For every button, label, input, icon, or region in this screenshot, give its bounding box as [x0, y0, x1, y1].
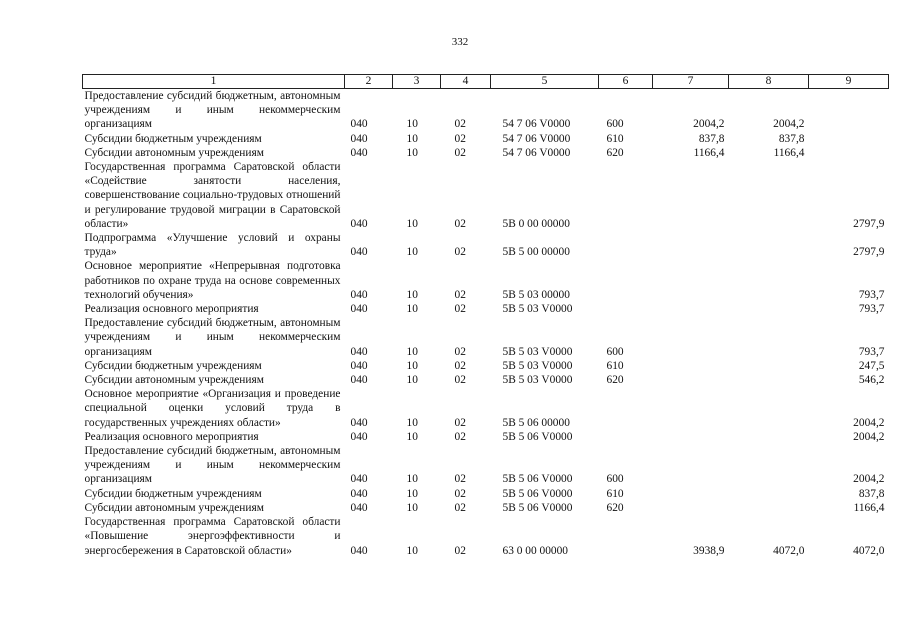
row-amount-col7 [653, 302, 729, 316]
row-target-article: 5В 5 00 00000 [502, 246, 570, 259]
row-target-article: 63 0 00 00000 [502, 544, 568, 557]
header-cell: 8 [729, 75, 809, 89]
row-amount-col7 [653, 430, 729, 444]
table-row [83, 302, 889, 316]
header-cell: 6 [599, 75, 653, 89]
row-expense-type [599, 160, 653, 231]
row-amount-col9: 793,7 [858, 345, 885, 358]
row-ministry-code: 040 [350, 544, 368, 557]
row-amount-col7: 837,8 [698, 132, 725, 145]
row-section-code: 10 [406, 544, 418, 557]
row-ministry-code: 040 [350, 132, 368, 145]
row-expense-type [599, 430, 653, 444]
row-target-article: 5В 5 06 V0000 [502, 430, 573, 443]
row-section-code: 10 [406, 416, 418, 429]
row-amount-col9 [809, 132, 889, 146]
row-amount-col9: 2004,2 [853, 416, 885, 429]
header-cell: 3 [393, 75, 441, 89]
row-subsection-code: 02 [454, 416, 466, 429]
row-subsection-code: 02 [454, 473, 466, 486]
row-name-cell: Субсидии автономным учреждениям [84, 146, 264, 159]
row-amount-col8 [729, 387, 809, 430]
row-name-cell: Основное мероприятие «Организация и проведение специальной оценки условий труда в государственных учреждениях области» [84, 388, 341, 429]
row-section-code: 10 [406, 501, 418, 514]
table-row [83, 160, 889, 231]
row-amount-col8 [729, 430, 809, 444]
row-subsection-code: 02 [454, 146, 466, 159]
row-target-article: 54 7 06 V0000 [502, 118, 571, 131]
row-amount-col9: 2004,2 [853, 430, 885, 443]
row-ministry-code: 040 [350, 217, 368, 230]
row-amount-col8 [729, 373, 809, 387]
row-expense-type: 600 [606, 473, 624, 486]
row-section-code: 10 [406, 430, 418, 443]
row-target-article: 5В 5 03 00000 [502, 288, 570, 301]
row-amount-col8: 837,8 [778, 132, 805, 145]
header-cell: 4 [441, 75, 491, 89]
row-amount-col7: 3938,9 [693, 544, 725, 557]
row-target-article: 5В 5 03 V0000 [502, 345, 573, 358]
row-section-code: 10 [406, 359, 418, 372]
row-subsection-code: 02 [454, 132, 466, 145]
table-row [83, 359, 889, 373]
row-amount-col9: 2797,9 [853, 217, 885, 230]
header-cell: 2 [345, 75, 393, 89]
row-name-cell: Предоставление субсидий бюджетным, автономным учреждениям и иным некоммерческим организациям [84, 90, 341, 131]
row-amount-col8 [729, 359, 809, 373]
table-row [83, 316, 889, 359]
table-row [83, 430, 889, 444]
row-amount-col8 [729, 302, 809, 316]
row-name-cell: Субсидии автономным учреждениям [84, 501, 264, 514]
row-amount-col7 [653, 231, 729, 259]
row-subsection-code: 02 [454, 359, 466, 372]
row-section-code: 10 [406, 118, 418, 131]
row-amount-col8 [729, 487, 809, 501]
row-expense-type: 610 [606, 359, 624, 372]
row-ministry-code: 040 [350, 487, 368, 500]
row-ministry-code: 040 [350, 246, 368, 259]
table-header-row [83, 75, 889, 89]
row-amount-col7 [653, 359, 729, 373]
row-ministry-code: 040 [350, 473, 368, 486]
header-cell: 9 [809, 75, 889, 89]
row-amount-col8: 1166,4 [773, 146, 805, 159]
row-target-article: 5В 5 06 V0000 [502, 487, 573, 500]
row-amount-col8: 4072,0 [773, 544, 805, 557]
row-name-cell: Подпрограмма «Улучшение условий и охраны труда» [84, 232, 341, 259]
row-amount-col9: 2797,9 [853, 246, 885, 259]
row-subsection-code: 02 [454, 544, 466, 557]
row-target-article: 5В 5 06 V0000 [502, 501, 573, 514]
row-section-code: 10 [406, 374, 418, 387]
row-expense-type [599, 259, 653, 302]
row-amount-col9: 837,8 [858, 487, 885, 500]
row-name-cell: Государственная программа Саратовской области «Содействие занятости населения, совершенствование социально-трудовых отношений и регулирование трудовой миграции в Саратовской области» [84, 161, 341, 230]
row-target-article: 5В 5 03 V0000 [502, 374, 573, 387]
row-amount-col9: 2004,2 [853, 473, 885, 486]
row-name-cell: Субсидии автономным учреждениям [84, 374, 264, 387]
row-expense-type: 620 [606, 146, 624, 159]
row-ministry-code: 040 [350, 303, 368, 316]
row-subsection-code: 02 [454, 288, 466, 301]
row-ministry-code: 040 [350, 146, 368, 159]
row-ministry-code: 040 [350, 430, 368, 443]
row-expense-type: 610 [606, 132, 624, 145]
row-subsection-code: 02 [454, 303, 466, 316]
row-amount-col7 [653, 444, 729, 487]
header-cell: 5 [491, 75, 599, 89]
row-target-article: 54 7 06 V0000 [502, 146, 571, 159]
row-section-code: 10 [406, 345, 418, 358]
row-amount-col9: 793,7 [858, 288, 885, 301]
row-subsection-code: 02 [454, 345, 466, 358]
row-amount-col9 [809, 146, 889, 160]
row-amount-col7 [653, 487, 729, 501]
row-target-article: 5В 5 03 V0000 [502, 303, 573, 316]
row-name-cell: Реализация основного мероприятия [84, 430, 259, 443]
row-subsection-code: 02 [454, 118, 466, 131]
row-name-cell: Предоставление субсидий бюджетным, автономным учреждениям и иным некоммерческим организациям [84, 445, 341, 486]
row-amount-col8 [729, 444, 809, 487]
row-ministry-code: 040 [350, 288, 368, 301]
row-expense-type [599, 231, 653, 259]
row-expense-type: 620 [606, 501, 624, 514]
row-amount-col8 [729, 160, 809, 231]
row-subsection-code: 02 [454, 246, 466, 259]
row-name-cell: Государственная программа Саратовской области «Повышение энергоэффективности и энергосбережения в Саратовской области» [84, 516, 341, 557]
row-subsection-code: 02 [454, 430, 466, 443]
row-amount-col8 [729, 316, 809, 359]
table-row [83, 146, 889, 160]
row-name-cell: Субсидии бюджетным учреждениям [84, 359, 262, 372]
header-cell: 1 [83, 75, 345, 89]
row-section-code: 10 [406, 303, 418, 316]
row-amount-col9: 793,7 [858, 303, 885, 316]
row-expense-type [599, 302, 653, 316]
row-expense-type: 600 [606, 345, 624, 358]
row-section-code: 10 [406, 246, 418, 259]
row-amount-col7 [653, 316, 729, 359]
row-name-cell: Предоставление субсидий бюджетным, автономным учреждениям и иным некоммерческим организациям [84, 317, 341, 358]
row-target-article: 5В 5 06 V0000 [502, 473, 573, 486]
row-target-article: 5В 0 00 00000 [502, 217, 570, 230]
row-name-cell: Субсидии бюджетным учреждениям [84, 132, 262, 145]
row-amount-col7 [653, 160, 729, 231]
row-subsection-code: 02 [454, 487, 466, 500]
row-subsection-code: 02 [454, 217, 466, 230]
row-expense-type [599, 387, 653, 430]
row-amount-col8 [729, 231, 809, 259]
row-amount-col8 [729, 259, 809, 302]
row-section-code: 10 [406, 487, 418, 500]
row-expense-type [599, 515, 653, 558]
row-subsection-code: 02 [454, 374, 466, 387]
table-row [83, 231, 889, 259]
table-body [83, 89, 889, 558]
row-section-code: 10 [406, 217, 418, 230]
row-amount-col9 [809, 89, 889, 132]
header-cell: 7 [653, 75, 729, 89]
row-ministry-code: 040 [350, 501, 368, 514]
row-subsection-code: 02 [454, 501, 466, 514]
row-section-code: 10 [406, 288, 418, 301]
row-name-cell: Реализация основного мероприятия [84, 303, 259, 316]
row-ministry-code: 040 [350, 118, 368, 131]
row-amount-col7: 2004,2 [693, 118, 725, 131]
row-section-code: 10 [406, 146, 418, 159]
row-amount-col8 [729, 501, 809, 515]
row-ministry-code: 040 [350, 416, 368, 429]
budget-table [82, 74, 889, 558]
table-row [83, 444, 889, 487]
table-row [83, 132, 889, 146]
row-amount-col7 [653, 501, 729, 515]
budget-table-container [82, 74, 889, 558]
row-target-article: 5В 5 03 V0000 [502, 359, 573, 372]
table-row [83, 515, 889, 558]
row-amount-col9: 1166,4 [853, 501, 885, 514]
row-target-article: 5В 5 06 00000 [502, 416, 570, 429]
row-amount-col9: 247,5 [858, 359, 885, 372]
table-row [83, 487, 889, 501]
row-ministry-code: 040 [350, 374, 368, 387]
table-row [83, 501, 889, 515]
table-row [83, 387, 889, 430]
row-amount-col7 [653, 259, 729, 302]
row-name-cell: Субсидии бюджетным учреждениям [84, 487, 262, 500]
row-ministry-code: 040 [350, 359, 368, 372]
row-amount-col7 [653, 387, 729, 430]
row-amount-col8: 2004,2 [773, 118, 805, 131]
row-expense-type: 600 [606, 118, 624, 131]
table-row [83, 373, 889, 387]
row-expense-type: 620 [606, 374, 624, 387]
row-amount-col7 [653, 373, 729, 387]
row-section-code: 10 [406, 132, 418, 145]
row-section-code: 10 [406, 473, 418, 486]
row-amount-col9: 546,2 [858, 374, 885, 387]
row-expense-type: 610 [606, 487, 624, 500]
table-row [83, 259, 889, 302]
row-name-cell: Основное мероприятие «Непрерывная подготовка работников по охране труда на основе современных технологий обучения» [84, 260, 341, 301]
table-row [83, 89, 889, 132]
row-ministry-code: 040 [350, 345, 368, 358]
row-target-article: 54 7 06 V0000 [502, 132, 571, 145]
page-number: 332 [451, 36, 469, 48]
row-amount-col7: 1166,4 [693, 146, 725, 159]
row-amount-col9: 4072,0 [853, 544, 885, 557]
